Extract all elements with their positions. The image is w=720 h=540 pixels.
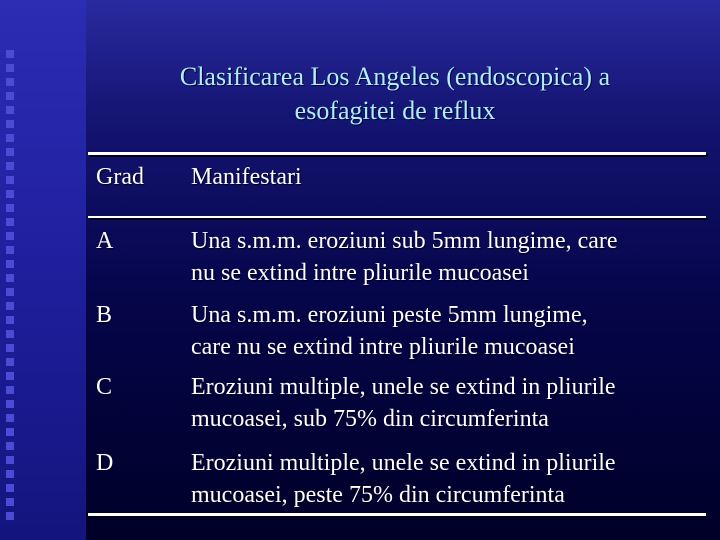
decorative-square [6,302,14,310]
decorative-square [6,92,14,100]
decorative-square [6,344,14,352]
decorative-square [6,64,14,72]
decorative-square [6,148,14,156]
decorative-square [6,78,14,86]
table-top-rule [88,152,706,155]
decorative-square [6,498,14,506]
decorative-square [6,386,14,394]
decorative-square [6,162,14,170]
decorative-square [6,316,14,324]
decorative-square [6,484,14,492]
decorative-square [6,470,14,478]
description-line: Eroziuni multiple, unele se extind in pliurile [191,374,616,400]
decorative-square [6,106,14,114]
table-row-description [191,299,701,363]
description-line: nu se extind intre pliurile mucoasei [191,260,529,286]
decorative-square [6,330,14,338]
table-bottom-rule [88,513,706,516]
table-row-grade: D [96,450,114,476]
slide-title-line-1: Clasificarea Los Angeles (endoscopica) a [179,62,611,91]
table-row-description [191,225,701,289]
table-row-description [191,447,701,511]
decorative-square [6,260,14,268]
decorative-square [6,428,14,436]
decorative-square [6,274,14,282]
decorative-square [6,288,14,296]
decorative-square [6,246,14,254]
decorative-square [6,442,14,450]
description-line: Una s.m.m. eroziuni sub 5mm lungime, care [191,228,618,254]
table-row-grade: B [96,302,113,328]
decorative-square [6,50,14,58]
decorative-square-column [6,50,18,530]
decorative-square [6,218,14,226]
decorative-square [6,176,14,184]
decorative-square [6,414,14,422]
table-row-grade: A [96,228,114,254]
table-header-rule [88,216,706,218]
decorative-square [6,134,14,142]
header-manifestations: Manifestari [191,164,302,190]
decorative-square [6,120,14,128]
decorative-square [6,400,14,408]
decorative-square [6,372,14,380]
decorative-square [6,232,14,240]
description-line: Una s.m.m. eroziuni peste 5mm lungime, [191,302,588,328]
decorative-square [6,204,14,212]
description-line: mucoasei, sub 75% din circumferinta [191,406,549,432]
decorative-square [6,512,14,520]
slide-title-line-2: esofagitei de reflux [294,96,496,125]
table-row-description [191,371,701,435]
description-line: Eroziuni multiple, unele se extind in pliurile [191,450,616,476]
description-line: care nu se extind intre pliurile mucoasei [191,334,575,360]
decorative-square [6,190,14,198]
header-grade: Grad [96,164,144,190]
description-line: mucoasei, peste 75% din circumferinta [191,482,565,508]
decorative-square [6,358,14,366]
table-row-grade: C [96,374,113,400]
slide-title [100,60,690,128]
decorative-square [6,456,14,464]
